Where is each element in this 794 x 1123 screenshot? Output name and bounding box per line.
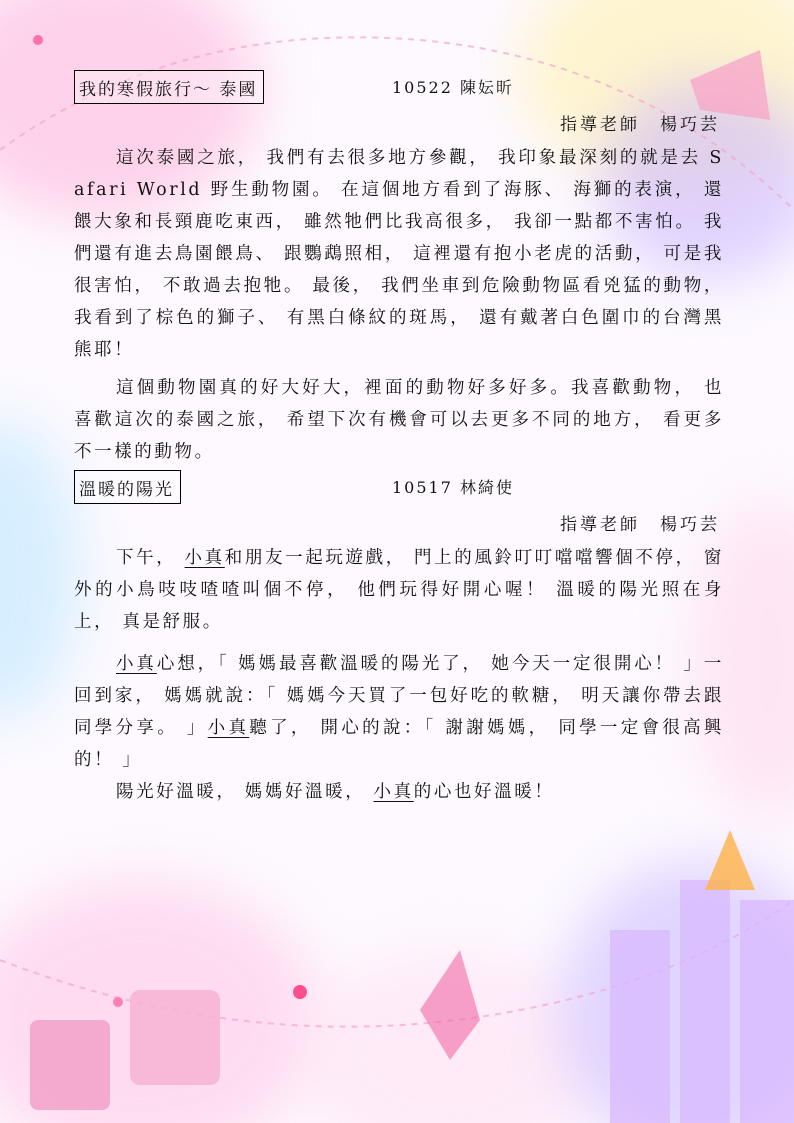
text-segment: 和朋友一起玩遊戲， 門上的風鈴叮叮噹噹響個不停， 窗外的小鳥吱吱喳喳叫個不停， 他們玩得好開心喔！ 溫暖的陽光照在身上， 真是舒服。 bbox=[74, 548, 724, 632]
character-name: 小真 bbox=[116, 654, 157, 674]
character-name: 小真 bbox=[207, 718, 250, 738]
character-name: 小真 bbox=[373, 782, 414, 802]
story-paragraph bbox=[74, 648, 724, 776]
story-teacher: 指導老師 楊巧芸 bbox=[560, 515, 720, 535]
text-segment: 下午， bbox=[116, 548, 185, 568]
text-segment: 的心也好溫暖！ bbox=[413, 782, 555, 802]
title-row bbox=[74, 68, 724, 108]
story-title: 我的寒假旅行～ 泰國 bbox=[74, 70, 264, 104]
story-paragraph: 這個動物園真的好大好大，裡面的動物好多好多。我喜歡動物， 也喜歡這次的泰國之旅， 希望下次有機會可以去更多不同的地方， 看更多不一樣的動物。 bbox=[74, 378, 724, 462]
story-paragraph bbox=[74, 542, 724, 638]
story-paragraph bbox=[74, 776, 724, 808]
text-segment: 陽光好溫暖， 媽媽好溫暖， bbox=[116, 782, 374, 802]
story-warm-sunshine bbox=[74, 468, 724, 808]
story-title: 溫暖的陽光 bbox=[74, 470, 181, 504]
story-thailand-trip bbox=[74, 68, 724, 468]
story-paragraph: 這次泰國之旅， 我們有去很多地方參觀， 我印象最深刻的就是去 Safari World 野生動物園。 在這個地方看到了海豚、 海獅的表演， 還餵大象和長頸鹿吃東西， 雖然牠們比我高很多， 我卻一點都不害怕。 我們還有進去鳥園餵鳥、 跟鸚鵡照相， 這裡還有抱小老虎的活動， 可是我很害怕， 不敢過去抱牠。 最後， 我們坐車到危險動物區看兇猛的動物， 我看到了棕色的獅子、 有黑白條紋的斑馬， 還有戴著白色圍巾的台灣黑熊耶！ bbox=[74, 148, 724, 360]
story-author: 10517 林綺使 bbox=[392, 478, 514, 497]
text-segment: 聽了， 開心的說：「 謝謝媽媽， 同學一定會很高興的！ 」 bbox=[74, 718, 725, 770]
story-author: 10522 陳妘昕 bbox=[392, 78, 514, 97]
document-body bbox=[74, 68, 724, 808]
character-name: 小真 bbox=[184, 548, 225, 568]
title-row bbox=[74, 468, 724, 508]
text-segment: 心想，「 媽媽最喜歡溫暖的陽光了， 她今天一定很開心！ 」一回到家， 媽媽就說：「 媽媽今天買了一包好吃的軟糖， 明天讓你帶去跟同學分享。 」 bbox=[74, 654, 725, 738]
story-teacher: 指導老師 楊巧芸 bbox=[560, 115, 720, 135]
